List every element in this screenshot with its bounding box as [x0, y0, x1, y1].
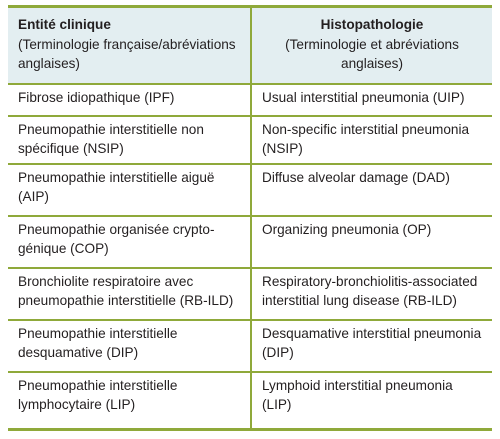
header-clinical-subtitle: (Terminologie française/abréviations anglaises) [18, 36, 236, 71]
header-cell-histopathology [250, 8, 492, 83]
cell-clinical: Pneumopathie interstitielle lymphocytaire (LIP) [18, 378, 178, 412]
cell-clinical: Pneumopathie interstitielle non spécifique (NSIP) [18, 122, 204, 156]
cell-clinical: Fibrose idiopathique (IPF) [18, 90, 175, 105]
table-row [8, 321, 492, 371]
cell-histopathology: Lymphoid interstitial pneumonia (LIP) [250, 373, 492, 428]
table-row [8, 217, 492, 267]
cell-clinical: Pneumopathie organisée crypto-génique (COP) [18, 222, 215, 256]
cell-histopathology: Organizing pneumonia (OP) [250, 217, 492, 267]
cell-histopathology: Diffuse alveolar damage (DAD) [250, 165, 492, 215]
table-row [8, 269, 492, 319]
table-row [8, 373, 492, 428]
cell-histopathology: Usual interstitial pneumonia (UIP) [250, 85, 492, 115]
header-clinical-title: Entité clinique [18, 17, 111, 32]
table-bottom-rule [8, 428, 492, 431]
cell-histopathology: Non-specific interstitial pneumonia (NSIP) [250, 117, 492, 163]
table-row [8, 165, 492, 215]
table-header-row [8, 8, 492, 83]
cell-clinical: Bronchiolite respiratoire avec pneumopathie interstitielle (RB-ILD) [18, 274, 234, 308]
header-cell-clinical [8, 8, 250, 83]
cell-histopathology: Desquamative interstitial pneumonia (DIP) [250, 321, 492, 371]
table-row [8, 117, 492, 163]
header-histo-title: Histopathologie [320, 17, 424, 32]
header-histo-subtitle: (Terminologie et abréviations anglaises) [285, 36, 459, 71]
cell-clinical: Pneumopathie interstitielle desquamative (DIP) [18, 326, 178, 360]
table-row [8, 85, 492, 115]
cell-clinical: Pneumopathie interstitielle aiguë (AIP) [18, 170, 215, 204]
cell-histopathology: Respiratory-bronchiolitis-associated interstitial lung disease (RB-ILD) [250, 269, 492, 319]
classification-table [8, 0, 492, 439]
